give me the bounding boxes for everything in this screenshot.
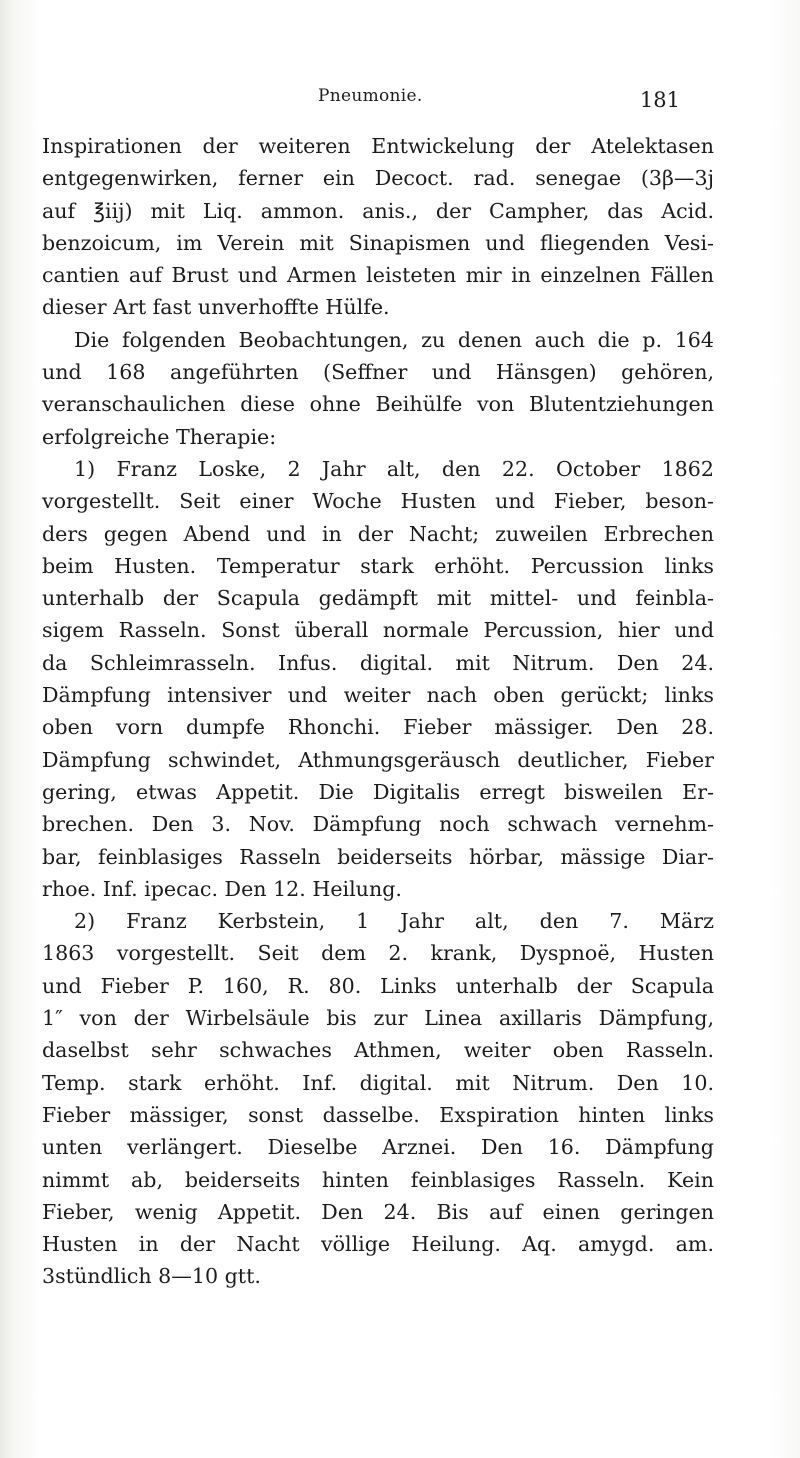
text-line: unterhalb der Scapula gedämpft mit mittel- und feinbla- [42,586,714,611]
running-title: Pneumonie. [318,86,423,106]
text-line: Temp. stark erhöht. Inf. digital. mit Nitrum. Den 10. [42,1070,714,1095]
text-line: cantien auf Brust und Armen leisteten mir in einzelnen Fällen [42,263,714,288]
text-line: 1863 vorgestellt. Seit dem 2. krank, Dyspnoë, Husten [42,941,714,966]
text-line: entgegenwirken, ferner ein Decoct. rad. senegae (3β—3j [42,166,714,191]
text-line: Fieber mässiger, sonst dasselbe. Exspiration hinten links [42,1102,714,1127]
text-line: ders gegen Abend und in der Nacht; zuweilen Erbrechen [42,521,714,546]
text-line: beim Husten. Temperatur stark erhöht. Percussion links [42,553,714,578]
paragraph-start-line: Die folgenden Beobachtungen, zu denen auch die p. 164 [74,327,714,352]
text-line: Dämpfung intensiver und weiter nach oben gerückt; links [42,683,714,708]
text-line: dieser Art fast unverhoffte Hülfe. [42,295,390,320]
text-line: Dämpfung schwindet, Athmungsgeräusch deutlicher, Fieber [42,747,714,772]
text-line: nimmt ab, beiderseits hinten feinblasiges Rasseln. Kein [42,1167,714,1192]
case-1-heading-line: 1) Franz Loske, 2 Jahr alt, den 22. October 1862 [74,456,714,481]
text-line: daselbst sehr schwaches Athmen, weiter oben Rasseln. [42,1038,714,1063]
text-line: unten verlängert. Dieselbe Arznei. Den 16. Dämpfung [42,1135,714,1160]
text-line: gering, etwas Appetit. Die Digitalis erregt bisweilen Er- [42,779,714,804]
text-line: 1″ von der Wirbelsäule bis zur Linea axillaris Dämpfung, [42,1006,714,1031]
body-text [42,130,714,1293]
text-line: benzoicum, im Verein mit Sinapismen und fliegenden Vesi- [42,230,714,255]
text-line: da Schleimrasseln. Infus. digital. mit Nitrum. Den 24. [42,650,714,675]
case-2-heading-line: 2) Franz Kerbstein, 1 Jahr alt, den 7. März [74,909,714,934]
text-line: vorgestellt. Seit einer Woche Husten und Fieber, beson- [42,489,714,514]
text-line: und 168 angeführten (Seffner und Hänsgen) gehören, [42,360,714,385]
page-number: 181 [639,88,680,112]
text-line: rhoe. Inf. ipecac. Den 12. Heilung. [42,876,402,901]
text-line: erfolgreiche Therapie: [42,424,277,449]
text-line: Fieber, wenig Appetit. Den 24. Bis auf einen geringen [42,1199,714,1224]
running-header [300,86,680,116]
text-line: auf ℥iij) mit Liq. ammon. anis., der Campher, das Acid. [42,198,714,223]
text-line: und Fieber P. 160, R. 80. Links unterhalb der Scapula [42,973,714,998]
text-line: veranschaulichen diese ohne Beihülfe von Blutentziehungen [42,392,714,417]
text-line: oben vorn dumpfe Rhonchi. Fieber mässiger. Den 28. [42,715,714,740]
text-line: bar, feinblasiges Rasseln beiderseits hörbar, mässige Diar- [42,844,714,869]
text-line: sigem Rasseln. Sonst überall normale Percussion, hier und [42,618,714,643]
text-line: 3stündlich 8—10 gtt. [42,1264,261,1289]
text-line: Inspirationen der weiteren Entwickelung der Atelektasen [42,134,714,158]
text-line: brechen. Den 3. Nov. Dämpfung noch schwach vernehm- [42,812,714,837]
text-line: Husten in der Nacht völlige Heilung. Aq. amygd. am. [42,1232,714,1257]
